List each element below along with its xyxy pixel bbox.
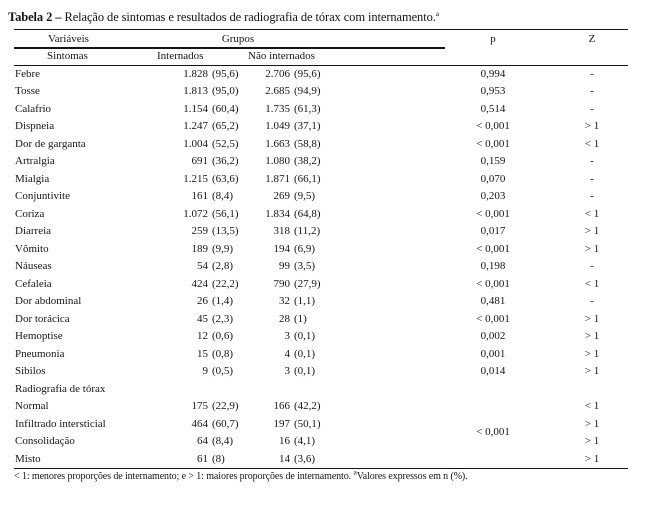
table-row [14, 311, 628, 329]
internados-percent: (9,9) [212, 242, 234, 255]
internados-value [132, 363, 248, 381]
internados-count: 161 [191, 190, 208, 202]
internados-value [132, 223, 248, 241]
table-title [8, 10, 439, 25]
internados-value [132, 433, 248, 451]
p-value: 0,994 [480, 67, 506, 80]
internados-percent: (95,0) [212, 85, 239, 97]
internados-percent: (1,4) [212, 295, 234, 307]
footnote-text-2: Valores expressos em n (%). [356, 471, 468, 482]
section-row [14, 381, 628, 399]
header-nao-internados: Não internados [248, 48, 430, 65]
internados-percent: (2,8) [212, 260, 234, 272]
table-row [14, 328, 628, 346]
internados-value [132, 101, 248, 119]
z-value: > 1 [584, 225, 600, 237]
table-row [14, 276, 628, 294]
z-value: > 1 [584, 365, 600, 377]
internados-count: 1.215 [183, 172, 208, 185]
internados-count: 1.813 [183, 85, 208, 97]
internados-value [132, 293, 248, 311]
symptom-label: Vômito [15, 242, 49, 255]
internados-value [132, 118, 248, 136]
nao-internados-percent: (38,2) [294, 155, 321, 167]
nao-internados-value [248, 65, 430, 83]
z-value: - [590, 190, 594, 202]
p-value: < 0,001 [476, 312, 510, 325]
header-sintomas: Sintomas [14, 48, 132, 65]
z-value: < 1 [584, 137, 600, 150]
nao-internados-count: 28 [279, 312, 290, 325]
section-label: Radiografia de tórax [15, 382, 106, 395]
internados-percent: (22,2) [212, 277, 239, 290]
nao-internados-percent: (6,9) [294, 242, 316, 255]
nao-internados-count: 14 [279, 452, 290, 465]
p-value: 0,159 [480, 155, 506, 167]
nao-internados-count: 194 [273, 242, 290, 255]
p-value: 0,002 [480, 330, 506, 342]
title-footnote-marker: a [435, 8, 439, 18]
nao-internados-value [248, 346, 430, 364]
p-value: 0,014 [480, 365, 506, 377]
nao-internados-count: 318 [273, 225, 290, 237]
header-row-groups [14, 30, 628, 49]
nao-internados-percent: (37,1) [294, 120, 321, 132]
symptom-label: Diarreia [15, 225, 52, 237]
table-row [14, 346, 628, 364]
nao-internados-count: 1.663 [265, 137, 290, 150]
nao-internados-count: 1.834 [265, 207, 290, 220]
nao-internados-count: 1.080 [265, 155, 290, 167]
p-value: 0,203 [480, 190, 506, 202]
nao-internados-percent: (11,2) [294, 225, 321, 237]
z-value: < 1 [584, 277, 600, 290]
nao-internados-value [248, 223, 430, 241]
z-value: - [590, 295, 594, 307]
header-z: Z [556, 30, 628, 66]
nao-internados-value [248, 363, 430, 381]
nao-internados-value [248, 118, 430, 136]
nao-internados-count: 166 [273, 400, 290, 412]
z-value: - [590, 67, 594, 80]
nao-internados-percent: (4,1) [294, 435, 316, 447]
nao-internados-value [248, 171, 430, 189]
nao-internados-count: 1.871 [265, 172, 290, 185]
symptom-label: Coriza [15, 207, 45, 220]
table-row [14, 83, 628, 101]
nao-internados-value [248, 276, 430, 294]
nao-internados-count: 2.685 [265, 85, 290, 97]
nao-internados-value [248, 258, 430, 276]
table-row [14, 136, 628, 154]
internados-value [132, 258, 248, 276]
internados-count: 464 [191, 417, 208, 430]
nao-internados-percent: (1) [294, 312, 307, 325]
nao-internados-percent: (42,2) [294, 400, 321, 412]
internados-value [132, 416, 248, 434]
internados-count: 1.154 [183, 102, 208, 115]
internados-count: 424 [191, 277, 208, 290]
table-row [14, 293, 628, 311]
nao-internados-count: 269 [273, 190, 290, 202]
internados-value [132, 346, 248, 364]
nao-internados-value [248, 311, 430, 329]
internados-percent: (8,4) [212, 435, 234, 447]
table-footnote [14, 467, 468, 482]
internados-value [132, 276, 248, 294]
table-row [14, 241, 628, 259]
z-value: < 1 [584, 400, 600, 412]
internados-count: 64 [197, 435, 208, 447]
title-dash-glyph: – [55, 10, 62, 24]
nao-internados-value [248, 416, 430, 434]
nao-internados-value [248, 136, 430, 154]
table-row [14, 206, 628, 224]
p-value: 0,198 [480, 260, 506, 272]
nao-internados-percent: (0,1) [294, 365, 316, 377]
internados-percent: (8,4) [212, 190, 234, 202]
internados-count: 1.247 [183, 120, 208, 132]
results-table [14, 29, 628, 469]
symptom-label: Mialgia [15, 172, 50, 185]
internados-count: 259 [191, 225, 208, 237]
nao-internados-value [248, 293, 430, 311]
p-value: 0,481 [480, 295, 506, 307]
symptom-label: Dor de garganta [15, 137, 86, 150]
internados-percent: (56,1) [212, 207, 239, 220]
internados-count: 1.072 [183, 207, 208, 220]
nao-internados-percent: (0,1) [294, 330, 316, 342]
nao-internados-count: 2.706 [265, 67, 290, 80]
p-value: 0,514 [480, 102, 506, 115]
internados-percent: (63,6) [212, 172, 239, 185]
table-row [14, 171, 628, 189]
table-number: Tabela 2 [8, 10, 53, 24]
z-value: > 1 [584, 242, 600, 255]
p-value: 0,953 [480, 85, 506, 97]
p-value: < 0,001 [476, 120, 510, 132]
internados-value [132, 65, 248, 83]
symptom-label: Febre [15, 67, 41, 80]
z-value: - [590, 260, 594, 272]
symptom-label: Dispneia [15, 120, 55, 132]
nao-internados-value [248, 83, 430, 101]
internados-value [132, 451, 248, 469]
nao-internados-percent: (64,8) [294, 207, 321, 220]
z-value: - [590, 172, 594, 185]
nao-internados-percent: (58,8) [294, 137, 321, 150]
internados-value [132, 206, 248, 224]
internados-count: 61 [197, 452, 208, 465]
nao-internados-count: 4 [284, 347, 290, 360]
internados-value [132, 311, 248, 329]
internados-percent: (65,2) [212, 120, 239, 132]
nao-internados-percent: (27,9) [294, 277, 321, 290]
table-row [14, 65, 628, 83]
table-row [14, 363, 628, 381]
nao-internados-percent: (0,1) [294, 347, 316, 360]
internados-count: 15 [197, 347, 208, 360]
nao-internados-value [248, 206, 430, 224]
z-value: > 1 [584, 312, 600, 325]
internados-value [132, 153, 248, 171]
symptom-label: Misto [15, 452, 41, 465]
internados-percent: (13,5) [212, 225, 239, 237]
nao-internados-value [248, 153, 430, 171]
symptom-label: Tosse [15, 85, 40, 97]
z-value: > 1 [584, 452, 600, 465]
internados-value [132, 398, 248, 416]
internados-value [132, 136, 248, 154]
p-value: < 0,001 [476, 137, 510, 150]
symptom-label: Artralgia [15, 155, 55, 167]
symptom-label: Consolidação [15, 435, 75, 447]
internados-value [132, 188, 248, 206]
nao-internados-value [248, 241, 430, 259]
table-row [14, 398, 628, 416]
z-value: > 1 [584, 435, 600, 447]
header-grupos: Grupos [221, 33, 255, 45]
nao-internados-value [248, 398, 430, 416]
nao-internados-count: 790 [273, 277, 290, 290]
internados-count: 1.828 [183, 67, 208, 80]
table-row [14, 258, 628, 276]
table-body [14, 65, 628, 469]
nao-internados-value [248, 328, 430, 346]
nao-internados-percent: (3,5) [294, 260, 316, 272]
internados-percent: (22,9) [212, 400, 239, 412]
symptom-label: Dor abdominal [15, 295, 82, 307]
nao-internados-value [248, 433, 430, 451]
internados-percent: (95,6) [212, 67, 239, 80]
nao-internados-percent: (3,6) [294, 452, 316, 465]
z-value: - [590, 155, 594, 167]
p-value: < 0,001 [476, 277, 510, 290]
internados-percent: (8) [212, 452, 225, 465]
internados-count: 9 [202, 365, 208, 377]
table-row [14, 188, 628, 206]
nao-internados-percent: (50,1) [294, 417, 321, 430]
symptom-label: Calafrio [15, 102, 52, 115]
footnote-marker: a [353, 467, 357, 477]
nao-internados-percent: (9,5) [294, 190, 316, 202]
nao-internados-count: 197 [273, 417, 290, 430]
internados-count: 54 [197, 260, 208, 272]
symptom-label: Dor torácica [15, 312, 70, 325]
symptom-label: Hemoptise [15, 330, 63, 342]
p-value: 0,017 [480, 225, 506, 237]
internados-count: 45 [197, 312, 208, 325]
nao-internados-percent: (66,1) [294, 172, 321, 185]
internados-value [132, 83, 248, 101]
internados-percent: (0,6) [212, 330, 234, 342]
header-p: p [430, 30, 556, 66]
z-value: > 1 [584, 347, 600, 360]
table-row [14, 223, 628, 241]
p-value: 0,001 [480, 347, 506, 360]
footnote-text: < 1: menores proporções de internamento; e > 1: maiores proporções de internamento. [14, 471, 354, 482]
internados-count: 175 [191, 400, 208, 412]
nao-internados-count: 1.049 [265, 120, 290, 132]
internados-count: 1.004 [183, 137, 208, 150]
p-value: < 0,001 [476, 426, 510, 439]
p-value: < 0,001 [476, 242, 510, 255]
z-value: > 1 [584, 417, 600, 430]
nao-internados-value [248, 188, 430, 206]
nao-internados-count: 99 [279, 260, 290, 272]
p-value: 0,070 [480, 172, 506, 185]
nao-internados-value [248, 451, 430, 469]
symptom-label: Sibilos [15, 365, 46, 377]
table-row [14, 153, 628, 171]
symptom-label: Cefaleia [15, 277, 52, 290]
internados-percent: (0,8) [212, 347, 234, 360]
nao-internados-percent: (95,6) [294, 67, 321, 80]
nao-internados-value [248, 101, 430, 119]
internados-value [132, 171, 248, 189]
p-value: < 0,001 [476, 207, 510, 220]
z-value: < 1 [584, 207, 600, 220]
header-variaveis: Variáveis [48, 33, 89, 45]
symptom-label: Normal [15, 400, 49, 412]
symptom-label: Infiltrado intersticial [15, 417, 106, 430]
z-value: - [590, 85, 594, 97]
internados-value [132, 328, 248, 346]
internados-percent: (60,7) [212, 417, 239, 430]
nao-internados-count: 1.735 [265, 102, 290, 115]
table-row [14, 101, 628, 119]
internados-count: 12 [197, 330, 208, 342]
symptom-label: Pneumonia [15, 347, 65, 360]
internados-percent: (60,4) [212, 102, 239, 115]
internados-count: 691 [191, 155, 208, 167]
nao-internados-percent: (61,3) [294, 102, 321, 115]
internados-percent: (36,2) [212, 155, 239, 167]
internados-percent: (0,5) [212, 365, 234, 377]
nao-internados-percent: (1,1) [294, 295, 316, 307]
nao-internados-count: 32 [279, 295, 290, 307]
internados-count: 189 [191, 242, 208, 255]
header-internados: Internados [132, 48, 248, 65]
z-value: > 1 [584, 120, 600, 132]
nao-internados-count: 3 [284, 365, 290, 377]
internados-percent: (52,5) [212, 137, 239, 150]
symptom-label: Náuseas [15, 260, 52, 272]
symptom-label: Conjuntivite [15, 190, 70, 202]
internados-percent: (2,3) [212, 312, 234, 325]
z-value: - [590, 102, 594, 115]
internados-count: 26 [197, 295, 208, 307]
header-partial-rule [14, 47, 445, 49]
nao-internados-percent: (94,9) [294, 85, 321, 97]
table-caption: Relação de sintomas e resultados de radiografia de tórax com internamento. [61, 10, 436, 24]
table-row [14, 118, 628, 136]
internados-value [132, 241, 248, 259]
z-value: > 1 [584, 330, 600, 342]
nao-internados-count: 16 [279, 435, 290, 447]
nao-internados-count: 3 [284, 330, 290, 342]
